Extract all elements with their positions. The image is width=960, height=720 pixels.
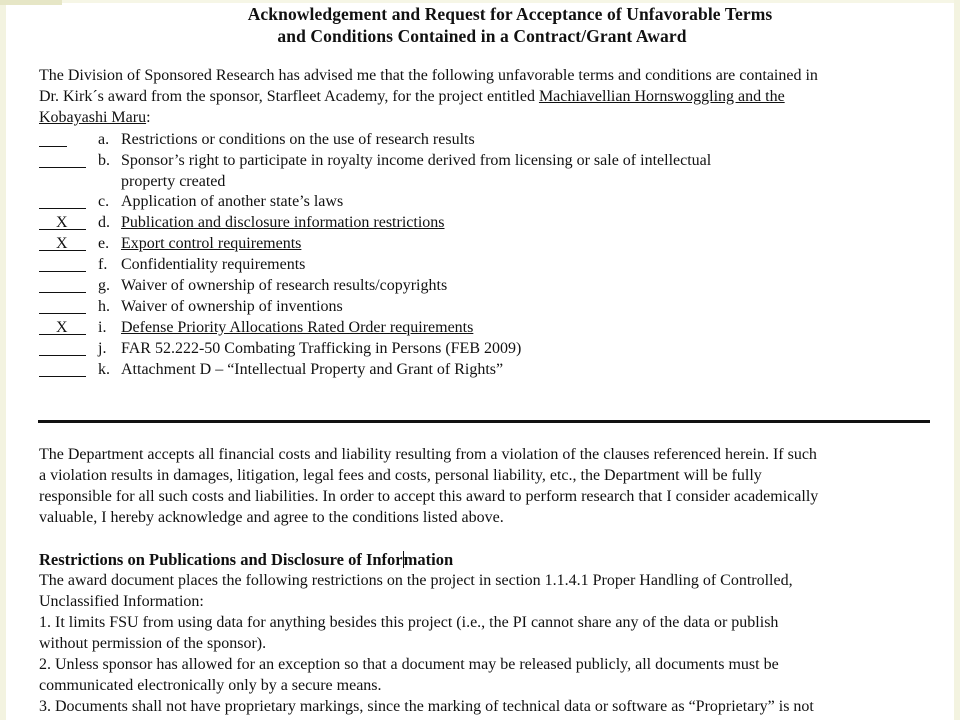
item-letter: k. (98, 361, 110, 378)
item-text: Sponsor’s right to participate in royalty income derived from licensing or sale of intellectual (121, 152, 712, 169)
restrictions-line-2: Unclassified Information: (39, 593, 204, 610)
item-text: Application of another state’s laws (121, 193, 344, 210)
restrictions-line-1: The award document places the following restrictions on the project in section 1.1.4.1 Proper Handling of Controlled, (39, 572, 793, 589)
item-text-continued: property created (121, 173, 226, 190)
item-text: Attachment D – “Intellectual Property and Grant of Rights” (121, 361, 504, 378)
intro-line-2 (39, 87, 939, 108)
checkmark-x: X (56, 214, 68, 231)
intro-line-2-prefix: Dr. Kirk´s award from the sponsor, Starfleet Academy, for the project entitled (39, 88, 539, 105)
checkbox-blank[interactable] (39, 130, 67, 150)
checkmark-x: X (56, 235, 68, 252)
item-letter: b. (98, 152, 110, 169)
checkbox-blank[interactable] (39, 318, 86, 338)
section-divider (38, 420, 930, 423)
item-letter: j. (98, 340, 107, 357)
item-letter: f. (98, 256, 108, 273)
checkbox-blank[interactable] (39, 151, 86, 171)
item-letter: h. (98, 298, 110, 315)
checkbox-blank[interactable] (39, 255, 86, 275)
checkbox-blank[interactable] (39, 276, 86, 296)
project-title-link-cont[interactable]: Kobayashi Maru (39, 109, 147, 126)
item-text: Defense Priority Allocations Rated Order requirements (121, 319, 474, 336)
restrictions-line-6: communicated electronically only by a secure means. (39, 677, 382, 694)
checkbox-blank[interactable] (39, 360, 86, 380)
project-title-link[interactable]: Machiavellian Hornswoggling and the (538, 88, 785, 105)
page-frame-left (0, 0, 6, 720)
department-line-3: responsible for all such costs and liabilities. In order to accept this award to perform research that I consider academically (39, 488, 819, 505)
restrictions-heading-part-1: Restrictions on Publications and Disclosure of Infor (39, 550, 403, 569)
department-line-2: a violation results in damages, litigation, legal fees and costs, personal liability, etc., the Department will be fully (39, 467, 762, 484)
intro-line-1: The Division of Sponsored Research has advised me that the following unfavorable terms and conditions are contained in (39, 67, 818, 84)
restrictions-line-3: 1. It limits FSU from using data for anything besides this project (i.e., the PI cannot share any of the data or publish (39, 614, 779, 631)
checkbox-blank[interactable] (39, 234, 86, 254)
intro-line-3 (39, 108, 939, 129)
restrictions-line-5: 2. Unless sponsor has allowed for an exception so that a document may be released publicly, all documents must be (39, 656, 779, 673)
document-title-line-2: and Conditions Contained in a Contract/Grant Award (277, 26, 687, 46)
item-text: FAR 52.222-50 Combating Trafficking in Persons (FEB 2009) (121, 340, 522, 357)
checkbox-blank[interactable] (39, 192, 86, 212)
page-frame-right (954, 0, 960, 720)
item-text: Confidentiality requirements (121, 256, 306, 273)
item-letter: d. (98, 214, 110, 231)
document-title-line-1: Acknowledgement and Request for Acceptance of Unfavorable Terms (247, 4, 773, 24)
item-letter: e. (98, 235, 110, 252)
checkbox-blank[interactable] (39, 339, 86, 359)
item-text: Export control requirements (121, 235, 302, 252)
item-text: Waiver of ownership of research results/copyrights (121, 277, 448, 294)
checkbox-blank[interactable] (39, 213, 86, 233)
page-frame-top (0, 0, 960, 3)
intro-line-3-suffix: : (146, 109, 151, 126)
department-line-4: valuable, I hereby acknowledge and agree to the conditions listed above. (39, 509, 504, 526)
department-line-1: The Department accepts all financial costs and liability resulting from a violation of the clauses referenced herein. If such (39, 446, 817, 463)
restrictions-line-7: 3. Documents shall not have proprietary markings, since the marking of technical data or software as “Proprietary” is not (39, 698, 814, 715)
item-letter: c. (98, 193, 110, 210)
checkmark-x: X (56, 319, 68, 336)
checkbox-blank[interactable] (39, 297, 86, 317)
item-text: Publication and disclosure information restrictions (121, 214, 445, 231)
item-letter: a. (98, 131, 110, 148)
restrictions-heading (39, 550, 453, 570)
item-text: Waiver of ownership of inventions (121, 298, 343, 315)
restrictions-heading-part-2: mation (403, 550, 454, 569)
item-letter: g. (98, 277, 110, 294)
restrictions-line-4: without permission of the sponsor). (39, 635, 267, 652)
item-letter: i. (98, 319, 107, 336)
item-text: Restrictions or conditions on the use of research results (121, 131, 475, 148)
